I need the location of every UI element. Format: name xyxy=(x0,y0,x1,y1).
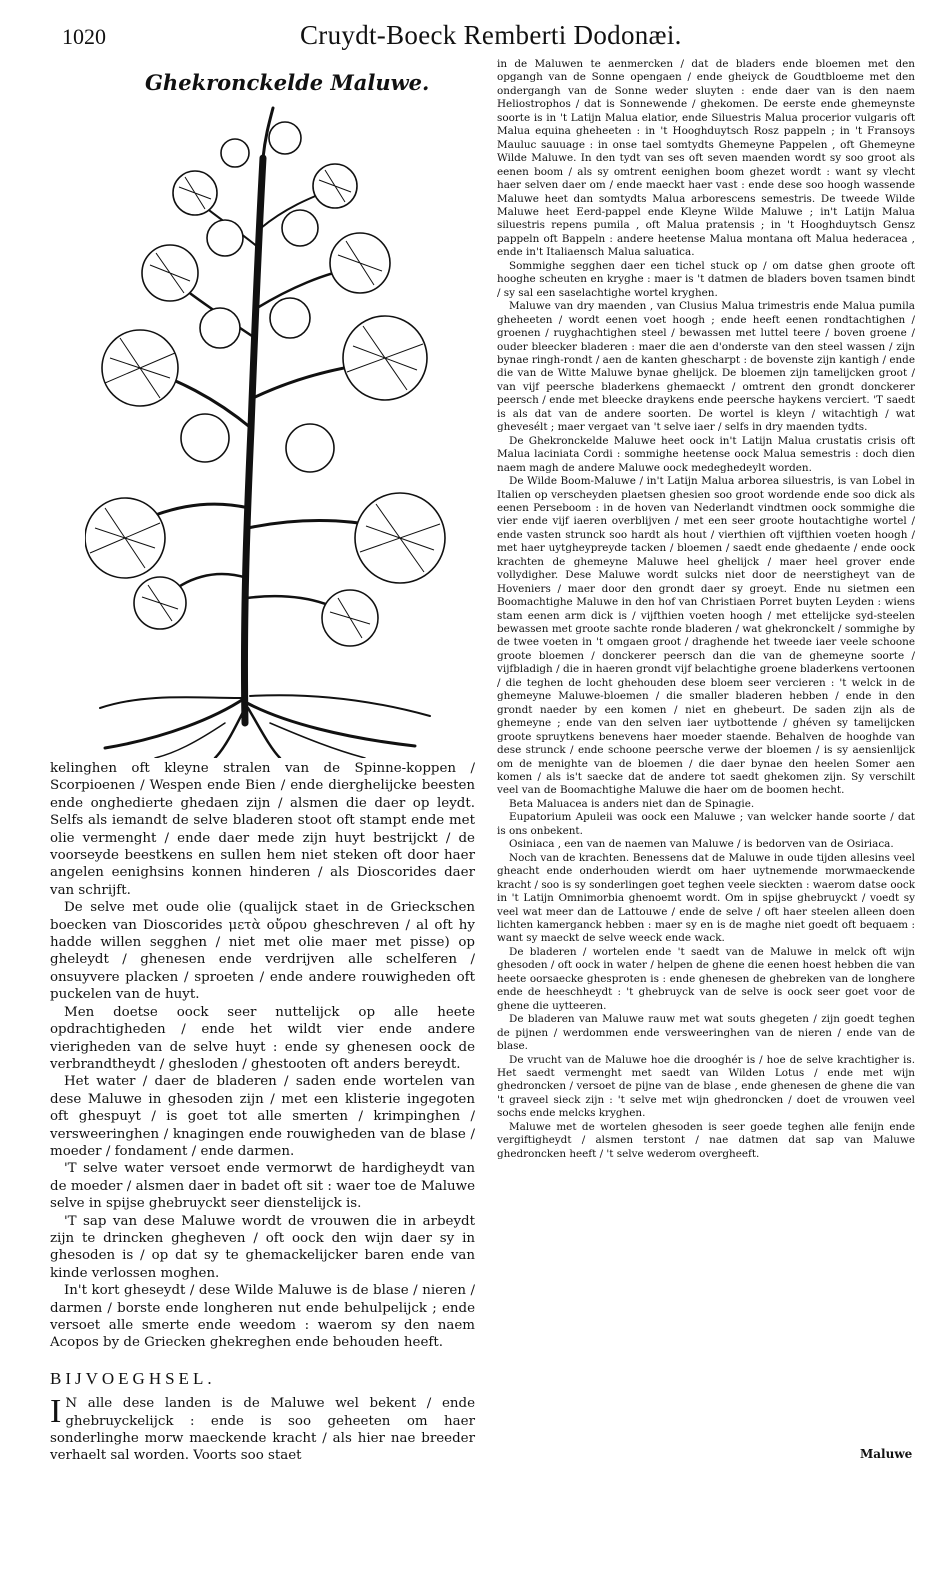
drop-cap: I xyxy=(50,1393,62,1431)
right-paragraph: Maluwe van dry maenden , van Clusius Malua trimestris ende Malua pumila gheheeten / wordt eenen voet hoogh ; ende heeft eenen rondtachtighen / groenen / ruyghachtighen steel / bewassen met luttel teere / boven groene / ouder bleecker bladeren : maer die aen d'onderste van den steel wassen / zijn bynae ringh-rondt / aen de kanten ghescharpt : de bovenste zijn kantigh / ende die van de Witte Maluwe bynae ghelijck. De bloemen zijn tamelijcken groot / van vijf peersche bladerkens ghemaeckt / omtrent den grondt donckerer peersch / ende met bleecke draykens ende peersche haykens verciert. 'T saedt is als dat van de andere soorten. De wortel is kleyn / witachtigh / wat ghevesélt ; maer vergaet van 't selve iaer / selfs in dry maenden tydts. xyxy=(497,300,915,434)
catchword: Maluwe xyxy=(860,1447,913,1461)
right-paragraph: Sommighe segghen daer een tichel stuck op / om datse ghen groote oft hooghe scheuten en kryghe : maer is 't datmen de bladers boven tsamen bindt / sy sal een saselachtighe wortel kryghen. xyxy=(497,259,915,299)
left-paragraph: 'T selve water versoet ende vermorwt de hardigheydt van de moeder / alsmen daer in badet oft sit : waer toe de Maluwe selve in spijse ghebruyckt seer dienstelijck is. xyxy=(50,1161,475,1212)
right-paragraph: Osiniaca , een van de naemen van Maluwe / is bedorven van de Osiriaca. xyxy=(509,838,894,851)
bijvoeghsel-text: N alle dese landen is de Maluwe wel bekent / ende ghebruyckelijck : ende is soo geheeten om haer sonderlinghe morw maeckende kracht / als hier nae breeder verhaelt sal worden. Voorts soo staet xyxy=(50,1396,475,1464)
right-paragraph: De vrucht van de Maluwe hoe die drooghér is / hoe de selve krachtigher is. Het saedt vermenght met saedt van Wilden Lotus / ende met wijn ghedroncken / versoet de pijne van de blase , ende ghenesen de ghene die van 't graveel sieck zijn : 't selve met wijn ghedroncken / doet de vrouwen veel sochs ende melcks kryghen. xyxy=(497,1053,915,1120)
left-paragraph: 'T sap van dese Maluwe wordt de vrouwen die in arbeydt zijn te drincken ghegheven / oft oock den wijn daer sy in ghesoden is / op dat sy te ghemackelijcker baren ende van kinde verlossen moghen. xyxy=(50,1213,475,1281)
left-text-column xyxy=(50,760,475,1465)
figure-title: Ghekronckelde Maluwe. xyxy=(145,70,430,95)
left-paragraph: Het water / daer de bladeren / saden ende wortelen van dese Maluwe in ghesoden zijn / met een klisterie ingegoten oft ghespuyt / is goet tot alle smerten / krimpinghen / versweeringhen / knagingen ende rouwigheden van de blase / moeder / fondament / ende darmen. xyxy=(50,1074,475,1159)
left-paragraph: De selve met oude olie (qualijck staet in de Grieckschen boecken van Dioscorides μετὰ οὔρου gheschreven / al oft hy hadde willen segghen / niet met olie maer met pisse) op gheleydt / ghenesen ende verdrijven alle schelferen / onsuyvere placken / sproeten / ende andere rouwigheden oft puckelen van de huyt. xyxy=(50,900,475,1003)
right-paragraph: Maluwe met de wortelen ghesoden is seer goede teghen alle fenijn ende vergiftigheydt / alsmen terstont / nae datmen dat sap van Maluwe ghedroncken heeft / 't selve wederom overgheeft. xyxy=(497,1120,915,1160)
left-paragraph: Men doetse oock seer nuttelijck op alle heete opdrachtigheden / ende het wildt vier ende andere vierigheden van de selve huyt : ende sy ghenesen oock de verbrandtheydt / ghesloden / ghestooten oft anders bereydt. xyxy=(50,1004,475,1072)
left-paragraph: In't kort gheseydt / dese Wilde Maluwe is de blase / nieren / darmen / borste ende longheren nut ende behulpelijck ; ende versoet alle smerte ende weedom : waerom sy den naem Acopos by de Griecken ghekreghen ende behouden heeft. xyxy=(50,1283,475,1351)
right-paragraph: De bladeren / wortelen ende 't saedt van de Maluwe in melck oft wijn ghesoden / oft oock in water / helpen de ghene die eenen hoest hebben die van heete oorsaecke ghesproten is : ende ghenesen de ghebreken van de longhere ende de heeschheydt : 't ghebruyck van de selve is oock seer goet voor de ghene die uytteeren. xyxy=(497,945,915,1012)
section-heading: BIJVOEGHSEL. xyxy=(50,1368,216,1388)
right-paragraph: De bladeren van Maluwe rauw met wat souts ghegeten / zijn goedt teghen de pijnen / werdommen ende versweeringhen van de nieren / ende van de blase. xyxy=(497,1013,915,1053)
malva-plant-illustration xyxy=(85,98,480,758)
right-paragraph: De Wilde Boom-Maluwe / in't Latijn Malua arborea siluestris, is van Lobel in Italien op verscheyden plaetsen ghesien soo groot wordende ende soo dick als eenen Perseboom : in de hoven van Nederlandt vindtmen oock sommighe die vier ende vijf iaeren overblijven / met een seer groote houtachtighe wortel / ende vasten strunck soo hardt als hout / vierthien oft vijfthien voeten hoogh / met haer uytgheypreyde tacken / bloemen / saedt ende ghedaente / ende oock krachten de ghemeyne Maluwe heel ghelijck / maer heel grover ende vollydigher. Dese Maluwe wordt sulcks niet door de neerstigheyt van de Hoveniers / maer door den grondt daer sy groeyt. Ende nu sietmen een Boomachtighe Maluwe in den hof van Christiaen Porret buyten Leyden : wiens stam eenen arm dick is / vijfthien voeten hoogh / met ettelijcke syd-steelen bewassen met groote sachte ronde bladeren / wat ghekronckelt / sommighe by de twee voeten in 't omgaen groot / draghende het tweede iaer veele schoone groote bloemen / donckerer peersch dan die van de ghemeyne soorte / vijfbladigh / die in haeren grondt vijf belachtighe groene bladerkens vertoonen / die teghen de locht ghehouden dese bloem seer vercieren : 't welck in de ghemeyne Maluwe-bloemen / die smaller bladeren hebben / ende in den grondt naeder by een komen / niet en ghebeurt. De saden zijn als de ghemeyne ; ende van den selven iaer uytbottende / ghéven sy tamelijcken groote spruytkens benevens haer moeder staende. Behalven de hooghde van dese strunck / ende schoone peersche verwe der bloemen / is sy aensienlijck om de menighte van de bloemen / die daer bynae den heelen Somer aen komen / als is't saecke dat de andere tot saedt ghekomen zijn. Sy verschilt veel van de Boomachtighe Maluwe die haer om de boomen hecht. xyxy=(497,475,915,797)
page-number: 1020 xyxy=(62,24,106,49)
right-paragraph: in de Maluwen te aenmercken / dat de bladers ende bloemen met den opgangh van de Sonne opengaen / ende gheiyck de Goudtbloeme met den ondergangh van de Sonne weder sluyten : ende daer van is den naem Heliostrophos / dat is Sonnewende / ghekomen. De eerste ende ghemeynste soorte is in 't Latijn Malua elatior, ende Siluestris Malua procerior vulgaris oft Malua equina gheheeten : in 't Hooghduytsch Rosz pappeln ; in 't Fransoys Mauluc sauuage : in onse tael somtydts Ghemeyne Pappelen , oft Ghemeyne Wilde Maluwe. In den tydt van ses oft seven maenden wordt sy soo groot als eenen boom / als sy omtrent eenighen boom ghezet wordt : want sy vlecht haer selven daer om / ende maeckt haer vast : ende dese soo hoogh wassende Maluwe heet dan somtydts Malua arborescens semestris. De tweede Wilde Maluwe heet Eerd-pappel ende Kleyne Wilde Maluwe ; in't Latijn Malua siluestris repens pumila , oft Malua pratensis ; in 't Hooghduytsch Gensz pappeln oft Bappeln : andere heetense Malua montana oft Malua hederacea , ende in't Italiaensch Malua saluatica. xyxy=(497,58,915,259)
left-paragraph: kelinghen oft kleyne stralen van de Spinne-koppen / Scorpioenen / Wespen ende Bien / ende dierghelijcke beesten ende onghedierte ghedaen zijn / alsmen die daer op leydt. Selfs als iemandt de selve bladeren stoot oft stampt ende met olie vermenght / ende daer mede zijn huyt bestrijckt / de voorseyde beestkens en sullen hem niet steken oft door haer angelen eenighsins konnen hinderen / als Dioscorides daer van schrijft. xyxy=(50,761,475,898)
right-text-column xyxy=(497,58,915,1161)
bijvoeghsel-paragraph xyxy=(50,1395,475,1465)
right-paragraph: Noch van de krachten. Benessens dat de Maluwe in oude tijden allesins veel gheacht ende onderhouden wierdt om haer uytnemende morwmaeckende kracht / soo is sy sonderlingen goet teghen veele sieckten : waerom datse oock in 't Latijn Omnimorbia ghenoemt wordt. Om in spijse ghebruyckt / voedt sy veel wat meer dan de Lattouwe / ende de selve / oft haer steelen alleen doen lichten kamerganck hebben : maer sy en is de maghe niet goedt oft bequaem : want sy maeckt de selve weeck ende wack. xyxy=(497,851,915,945)
right-paragraph: Beta Maluacea is anders niet dan de Spinagie. xyxy=(509,797,755,810)
right-paragraph: De Ghekronckelde Maluwe heet oock in't Latijn Malua crustatis crisis oft Malua laciniata Cordi : sommighe heetense oock Malua semestris : doch dien naem magh de andere Maluwe oock medeghedeylt worden. xyxy=(497,434,915,474)
running-title: Cruydt-Boeck Remberti Dodonæi. xyxy=(300,20,682,50)
right-paragraph: Eupatorium Apuleii was oock een Maluwe ; van welcker hande soorte / dat is ons onbekent. xyxy=(497,811,915,837)
